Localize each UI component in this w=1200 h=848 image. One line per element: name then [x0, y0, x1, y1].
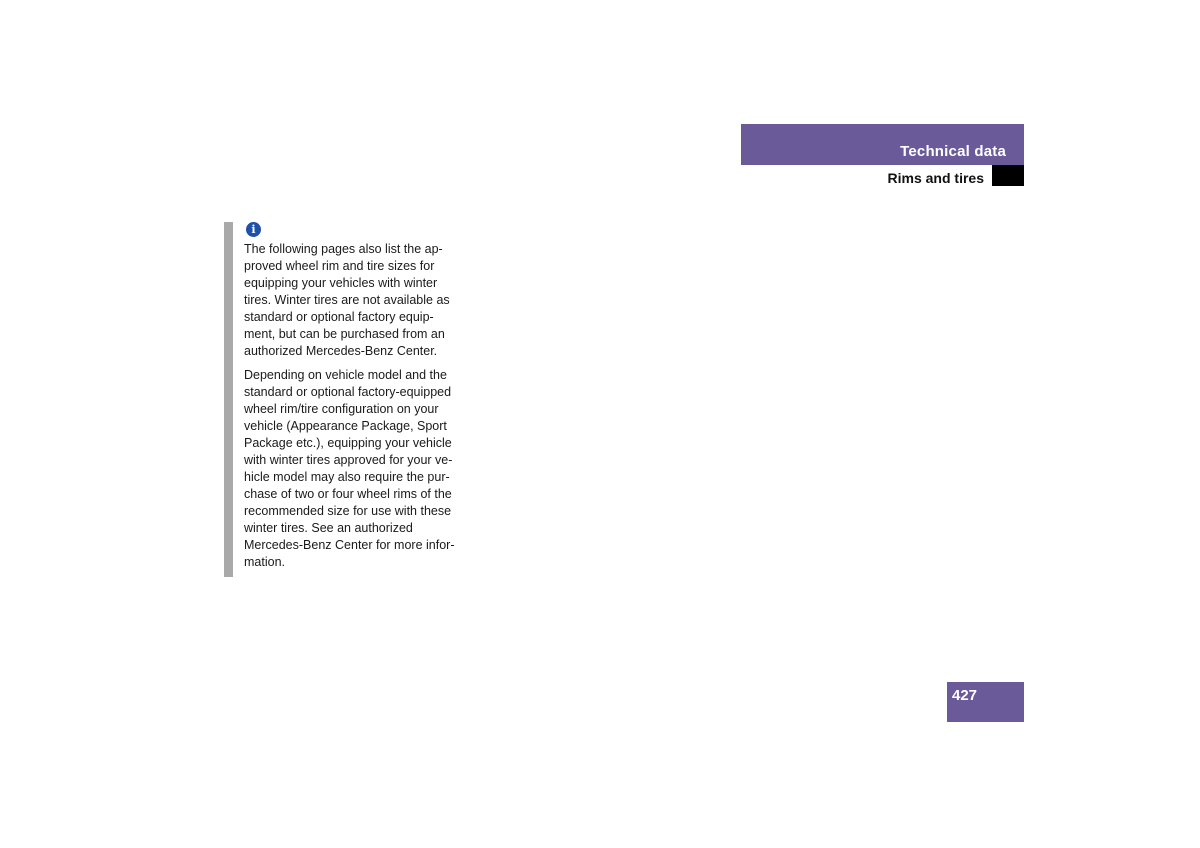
info-paragraph-2 — [244, 367, 466, 571]
paragraph-line: The following pages also list the ap- — [244, 242, 443, 256]
paragraph-line: tires. Winter tires are not available as — [244, 293, 450, 307]
paragraph-line: vehicle (Appearance Package, Sport — [244, 419, 447, 433]
page-number-box — [947, 682, 1024, 722]
paragraph-line: mation. — [244, 555, 285, 569]
paragraph-line: hicle model may also require the pur- — [244, 470, 450, 484]
subsection-marker — [992, 165, 1024, 186]
paragraph-line: proved wheel rim and tire sizes for — [244, 259, 435, 273]
paragraph-line: equipping your vehicles with winter — [244, 276, 438, 290]
section-header-bar — [741, 124, 1024, 165]
info-rule — [224, 222, 233, 577]
paragraph-line: standard or optional factory-equipped — [244, 385, 452, 399]
info-note — [224, 222, 469, 577]
paragraph-line: wheel rim/tire configuration on your — [244, 402, 439, 416]
paragraph-line: winter tires. See an authorized — [244, 521, 413, 535]
paragraph-line: authorized Mercedes-Benz Center. — [244, 344, 438, 358]
paragraph-line: Mercedes-Benz Center for more infor- — [244, 538, 455, 552]
info-icon: i — [246, 222, 261, 237]
paragraph-line: recommended size for use with these — [244, 504, 452, 518]
subsection-title: Rims and tires — [887, 170, 984, 186]
section-title: Technical data — [900, 143, 1006, 160]
paragraph-line: Package etc.), equipping your vehicle — [244, 436, 452, 450]
paragraph-line: Depending on vehicle model and the — [244, 368, 447, 382]
paragraph-line: chase of two or four wheel rims of the — [244, 487, 452, 501]
paragraph-line: ment, but can be purchased from an — [244, 327, 445, 341]
paragraph-line: standard or optional factory equip- — [244, 310, 434, 324]
info-text — [244, 241, 466, 578]
paragraph-line: with winter tires approved for your ve- — [244, 453, 453, 467]
info-paragraph-1 — [244, 241, 466, 360]
subsection-header — [741, 165, 1024, 186]
page-number: 427 — [952, 687, 978, 704]
